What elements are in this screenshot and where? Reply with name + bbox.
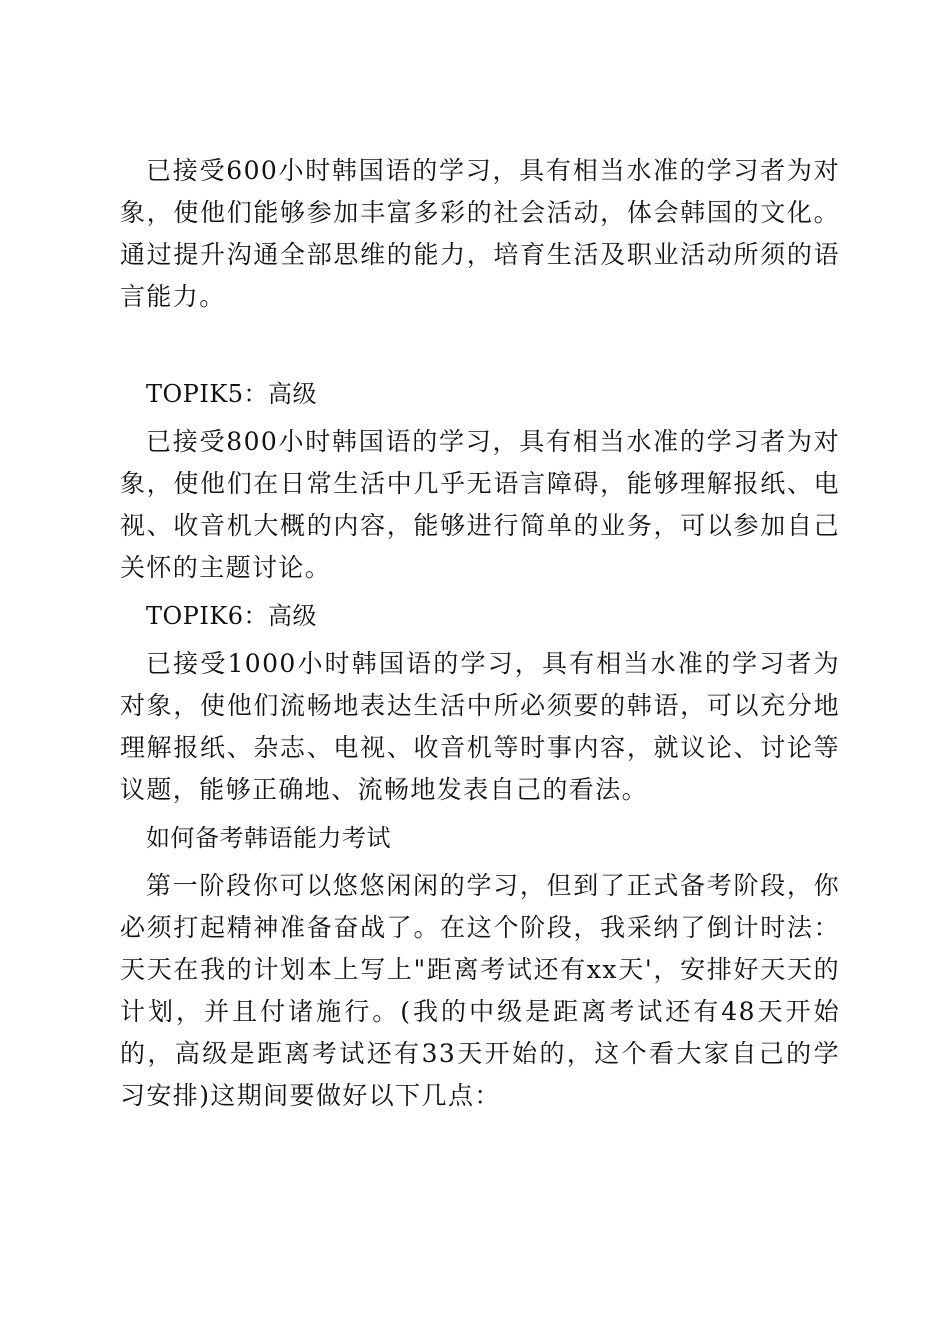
topik5-description: 已接受800小时韩国语的学习，具有相当水准的学习者为对象，使他们在日常生活中几乎无语言障碍，能够理解报纸、电视、收音机大概的内容，能够进行简单的业务，可以参加自己关怀的主题讨论。	[120, 427, 840, 582]
spacer	[120, 318, 840, 373]
prep-description: 第一阶段你可以悠悠闲闲的学习，但到了正式备考阶段，你必须打起精神准备奋战了。在这个阶段，我采纳了倒计时法：天天在我的计划本上写上"距离考试还有xx天'，安排好天天的计划，并且付诸施行。(我的中级是距离考试还有48天开始的，高级是距离考试还有33天开始的，这个看大家自己的学习安排)这期间要做好以下几点：	[120, 871, 840, 1110]
topik4-description: 已接受600小时韩国语的学习，具有相当水准的学习者为对象，使他们能够参加丰富多彩的社会活动，体会韩国的文化。通过提升沟通全部思维的能力，培育生活及职业活动所须的语言能力。	[120, 156, 840, 311]
topik6-heading: TOPIK6：高级	[146, 602, 318, 630]
prep-heading: 如何备考韩语能力考试	[146, 824, 391, 852]
topik5-heading: TOPIK5：高级	[146, 380, 318, 408]
topik6-description: 已接受1000小时韩国语的学习，具有相当水准的学习者为对象，使他们流畅地表达生活中所必须要的韩语，可以充分地理解报纸、杂志、电视、收音机等时事内容，就议论、讨论等议题，能够正确地、流畅地发表自己的看法。	[120, 649, 840, 804]
document-body	[120, 150, 840, 1117]
